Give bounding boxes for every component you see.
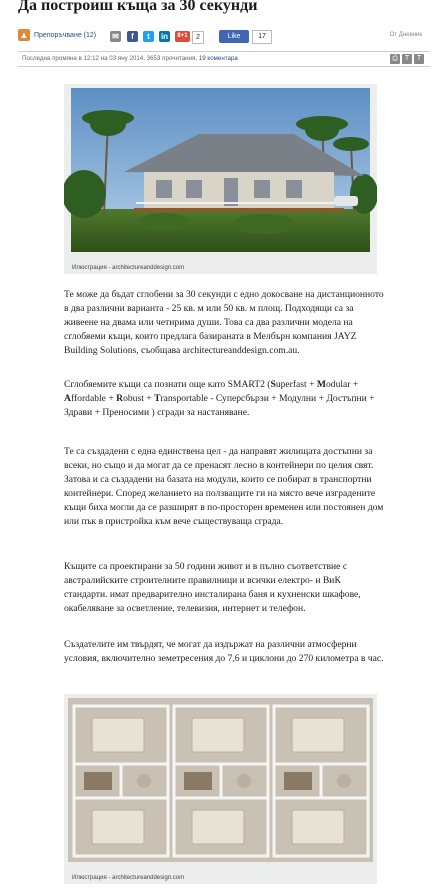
recommend-button[interactable] (18, 29, 96, 41)
paragraph-1: Те може да бъдат сглобени за 30 секунди с едно докосване на дистанционното в два различни варианта - 25 кв. м или 50 кв. м площ. Подходящи са за живеене на двама или четирима души. Това са два различни модела на сглобяеми къщи, които предлага базираната в Мелбърн компания JAYZ Building Solutions, съобщава architectureanddesign.com.au. (64, 289, 384, 356)
email-icon[interactable]: ✉ (110, 31, 121, 42)
like-count: 17 (252, 30, 272, 44)
house-photo (64, 84, 377, 254)
font-size-icon[interactable]: T (402, 54, 412, 64)
p2-letter: T (154, 393, 161, 404)
facebook-icon[interactable]: f (127, 31, 138, 42)
p2-letter: A (64, 393, 71, 404)
twitter-icon[interactable]: t (143, 31, 154, 42)
facebook-like-button[interactable] (219, 30, 249, 43)
recommend-label: Препоръчване (12) (34, 31, 97, 39)
modules-render (64, 694, 377, 866)
article-meta (18, 51, 430, 67)
meta-prefix: Последна промяна в 12:12 на 03 яну 2014, 3653 прочитания, (22, 55, 198, 62)
gplus-count: 2 (192, 31, 204, 44)
page-title: Да построиш къща за 30 секунди (18, 0, 258, 14)
p2-letter: M (316, 379, 326, 390)
p2-text: odular + (325, 379, 359, 390)
comments-link[interactable]: 19 коментара (198, 55, 238, 62)
source-label: От Дневник (389, 32, 422, 38)
p2-text: ransportable - Суперсбързи + Модулни + Достъпни + Здрави + Преносими ) сгради за настаняване. (64, 393, 375, 418)
like-label: Like (227, 33, 241, 40)
gplus-button[interactable]: 8+1 (175, 31, 190, 42)
print-icon[interactable]: ⎙ (390, 54, 400, 64)
p2-text: obust + (123, 393, 155, 404)
linkedin-icon[interactable]: in (160, 32, 169, 41)
paragraph-2 (64, 378, 384, 420)
font-size-icon[interactable]: T (414, 54, 424, 64)
figure-caption: Илюстрация - architectureanddesign.com (72, 265, 185, 271)
paragraph-3: Те са създадени с една единствена цел - да направят жилищата достъпни за всеки, но също и да могат да се пренасят лесно в контейнери по целия свят. Затова и са създадени на базата на модули, които се побират в транспортни контейнери. Според желанието на ползващите ги на място вече изградените къщи биха могли да се разширят в по-просторен временен или постоянен дом или пък в пристройка към вече съществуваща сграда. (64, 446, 384, 527)
figure-caption: Илюстрация - architectureanddesign.com (72, 875, 185, 881)
thumbs-up-icon: ▲ (19, 30, 29, 40)
figure-modules (64, 694, 377, 884)
p2-text: Сглобяемите къщи са познати още като SMART2 ( (64, 379, 271, 390)
p2-letter: S (270, 379, 276, 390)
share-bar (18, 28, 422, 46)
p2-text: ffordable + (70, 393, 117, 404)
meta-text (22, 52, 238, 66)
paragraph-5: Създателите им твърдят, че могат да издържат на различни атмосферни условия, включително земетресения до 7,6 и циклони до 270 километра в час. (64, 639, 384, 664)
figure-house (64, 84, 377, 274)
p2-letter: R (116, 393, 124, 404)
paragraph-4: Къщите са проектирани за 50 години живот и в пълно съответствие с австралийските строителните правилници и всички електро- и ВиК стандарти. имат предварително инсталирана баня и кухненски шкафове, окабеляване за осветление, телевизия, интернет и телефон. (64, 561, 361, 614)
p2-text: uperfast + (275, 379, 317, 390)
